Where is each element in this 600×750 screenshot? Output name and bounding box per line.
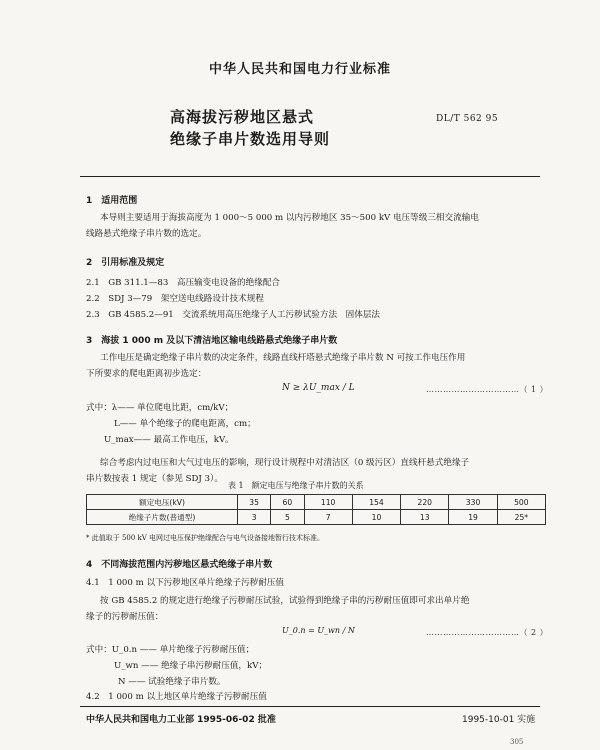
table-cell: 25*: [497, 510, 545, 525]
standard-item-3: 2.3 GB 4585.2—91 交流系统用高压绝缘子人工污秽试验方法 固体层法: [86, 310, 381, 320]
section-3-para-line1: 工作电压是确定绝缘子串片数的决定条件，线路直线杆塔悬式绝缘子串片数 N 可按工作电压作用: [100, 353, 466, 363]
table-1-caption: 表 1 额定电压与绝缘子串片数的关系: [228, 481, 364, 490]
table-cell: 35: [238, 495, 271, 510]
where-Uwn: U_wn —— 绝缘子串污秽耐压值，kV；: [114, 661, 268, 671]
table-cell: 7: [304, 510, 352, 525]
where-N: N —— 试验绝缘子串片数。: [118, 677, 226, 687]
doc-title-line2: 绝缘子串片数选用导则: [170, 130, 331, 148]
table-row-insulators: [87, 510, 546, 525]
table-cell-label: 额定电压(kV): [87, 495, 238, 510]
section-2-heading: 2 引用标准及规定: [86, 258, 165, 268]
section-3-para2-line1: 综合考虑内过电压和大气过电压的影响，现行设计规程中对清洁区（0 级污区）直线杆悬式绝缘子: [100, 458, 470, 468]
table-1: [86, 494, 546, 525]
formula-2-number: ……………………………（ 2 ）: [426, 628, 549, 637]
table-cell: 110: [304, 495, 352, 510]
section-1-para-line1: 本导则主要适用于海拔高度为 1 000～5 000 m 以内污秽地区 35～500 kV 电压等级三相交流输电: [100, 213, 479, 223]
section-1-para-line2: 线路悬式绝缘子串片数的选定。: [86, 229, 207, 239]
standard-item-1: 2.1 GB 311.1—83 高压输变电设备的绝缘配合: [86, 278, 281, 288]
where-L: L—— 单个绝缘子的爬电距离，cm；: [114, 419, 256, 429]
where-Umax: U_max—— 最高工作电压，kV。: [104, 435, 234, 445]
section-4-2-heading: 4.2 1 000 m 以上地区单片绝缘子污秽耐压值: [86, 692, 267, 702]
formula-1: N ≥ λU_max / L: [282, 383, 355, 393]
formula-2: U_0.n = U_wn / N: [282, 626, 355, 635]
page-number: 305: [510, 738, 524, 746]
doc-title-line1: 高海拔污秽地区悬式: [170, 108, 315, 126]
section-3-heading: 3 海拔 1 000 m 及以下清洁地区输电线路悬式绝缘子串片数: [86, 336, 338, 346]
where-U0n: 式中：U_0.n —— 单片绝缘子污秽耐压值；: [86, 645, 255, 655]
section-4-1-para-line1: 按 GB 4585.2 的规定进行绝缘子污秽耐压试验，试验得到绝缘子串的污秽耐压值即可求出单片绝: [100, 596, 470, 606]
section-4-heading: 4 不同海拔范围内污秽地区悬式绝缘子串片数: [86, 560, 273, 570]
table-1-note: * 此值取于 500 kV 电网过电压保护绝缘配合与电气设备接地暂行技术标准。: [86, 534, 325, 542]
table-row-voltage: [87, 495, 546, 510]
header-rule: [80, 176, 540, 177]
formula-1-number: ……………………………（ 1 ）: [426, 385, 549, 394]
section-1-heading: 1 适用范围: [86, 196, 138, 206]
table-cell: 154: [352, 495, 400, 510]
org-title: 中华人民共和国电力行业标准: [208, 62, 391, 77]
table-cell: 13: [401, 510, 449, 525]
approval-line: 中华人民共和国电力工业部 1995-06-02 批准: [86, 715, 276, 725]
table-cell: 330: [449, 495, 497, 510]
table-cell: 220: [401, 495, 449, 510]
table-cell-label: 绝缘子片数(普通型): [87, 510, 238, 525]
doc-code: DL/T 562 95: [436, 114, 499, 124]
table-cell: 3: [238, 510, 271, 525]
footer-rule: [80, 706, 540, 707]
effective-date: 1995-10-01 实施: [462, 715, 536, 725]
table-cell: 500: [497, 495, 545, 510]
table-cell: 5: [271, 510, 304, 525]
section-4-1-heading: 4.1 1 000 m 以下污秽地区单片绝缘子污秽耐压值: [86, 578, 284, 588]
section-4-1-para-line2: 缘子的污秽耐压值：: [86, 612, 164, 622]
where-lambda: 式中：λ—— 单位爬电比距，cm/kV；: [86, 403, 234, 413]
standard-item-2: 2.2 SDJ 3—79 架空送电线路设计技术规程: [86, 294, 264, 304]
table-cell: 19: [449, 510, 497, 525]
table-cell: 10: [352, 510, 400, 525]
table-cell: 60: [271, 495, 304, 510]
section-3-para-line2: 下所要求的爬电距离初步选定：: [86, 369, 207, 379]
section-3-para2-line2: 串片数按表 1 规定（参见 SDJ 3）。: [86, 474, 223, 484]
